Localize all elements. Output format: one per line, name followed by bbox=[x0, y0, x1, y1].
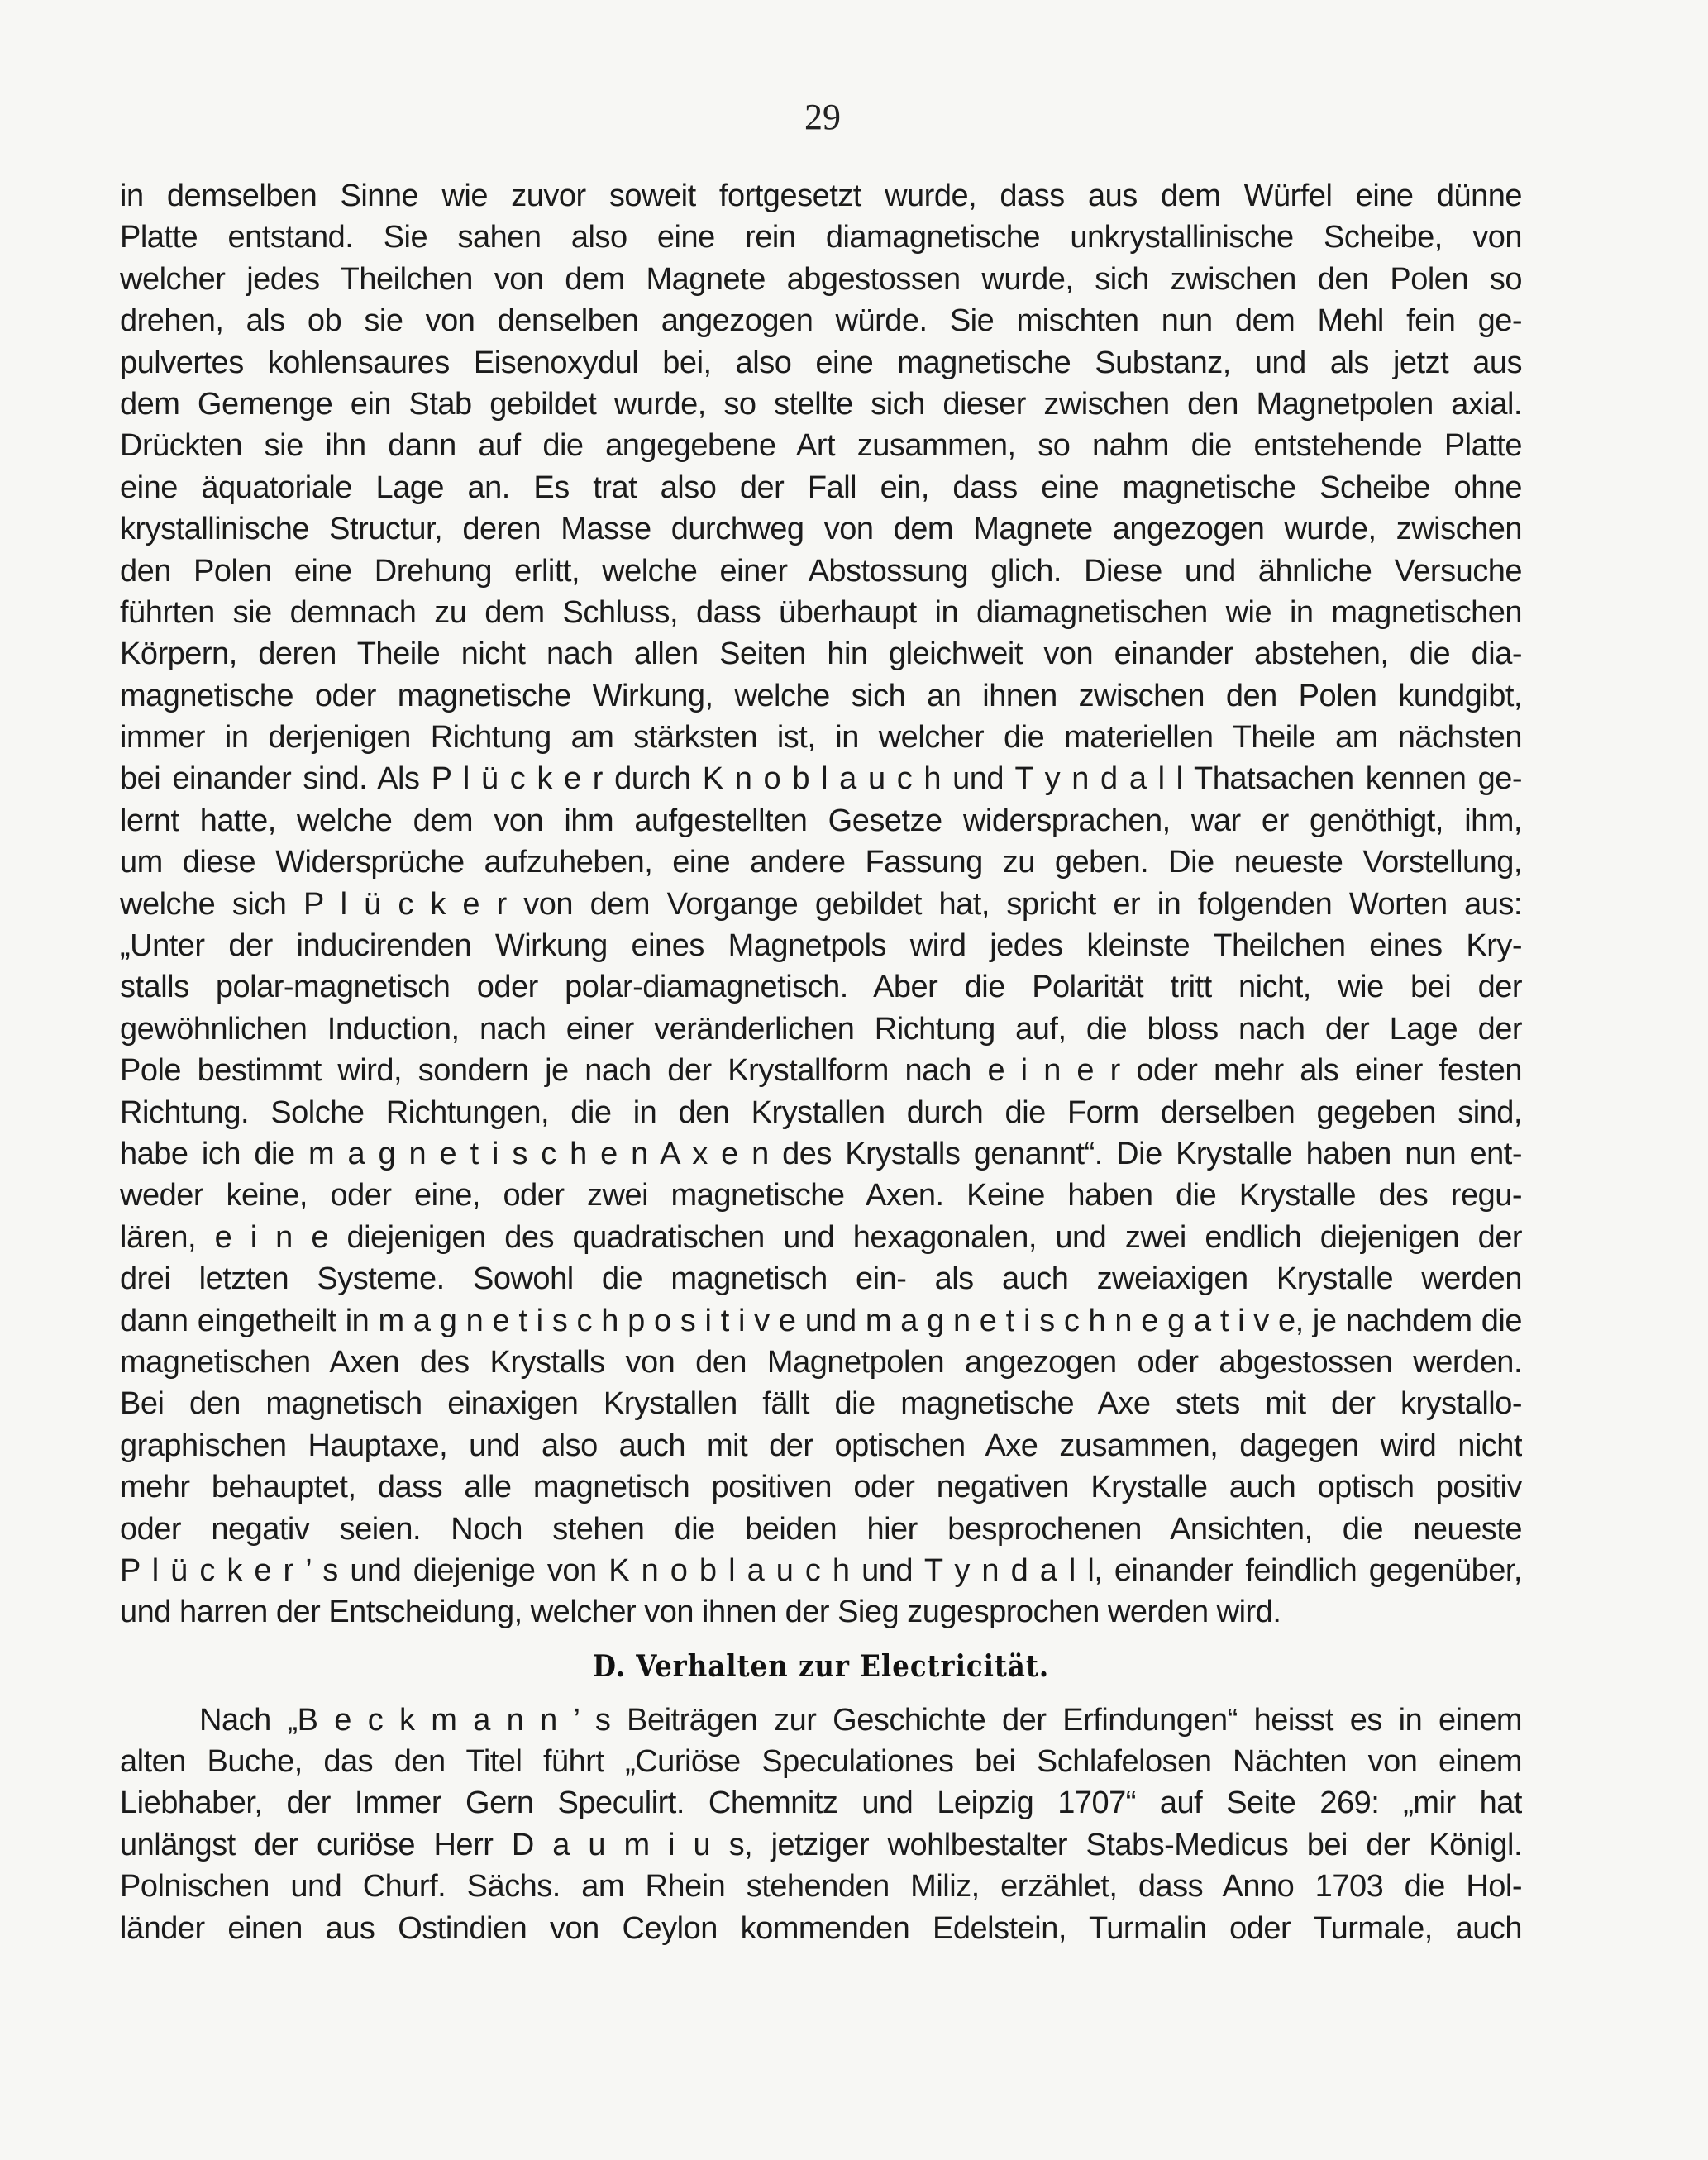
text-line: Richtung. Solche Richtungen, die in den Krystallen durch die Form derselben gegeben sind, bbox=[120, 1094, 1522, 1130]
text-line: dann eingetheilt in m a g n e t i s c h p o s i t i v e und m a g n e t i s c h n e g a t i v e, je nachdem die bbox=[120, 1303, 1522, 1338]
text-line: Körpern, deren Theile nicht nach allen Seiten hin gleichweit von einander abstehen, die dia- bbox=[120, 637, 1522, 672]
text-line: Pole bestimmt wird, sondern je nach der Krystallform nach e i n e r oder mehr als einer festen bbox=[120, 1053, 1522, 1089]
text-line: bei einander sind. Als P l ü c k e r durch K n o b l a u c h und T y n d a l l Thatsachen kennen ge- bbox=[120, 761, 1522, 797]
text-line: magnetische oder magnetische Wirkung, welche sich an ihnen zwischen den Polen kundgibt, bbox=[120, 678, 1522, 713]
text-line: alten Buche, das den Titel führt „Curiöse Speculationes bei Schlafelosen Nächten von einem bbox=[120, 1744, 1522, 1780]
page-number: 29 bbox=[804, 97, 841, 137]
text-line: gewöhnlichen Induction, nach einer veränderlichen Richtung auf, die bloss nach der Lage der bbox=[120, 1011, 1522, 1047]
text-line: oder negativ seien. Noch stehen die beiden hier besprochenen Ansichten, die neueste bbox=[120, 1511, 1522, 1547]
text-line: führten sie demnach zu dem Schluss, dass überhaupt in diamagnetischen wie in magnetischen bbox=[120, 594, 1522, 630]
text-line: mehr behauptet, dass alle magnetisch positiven oder negativen Krystalle auch optisch positiv bbox=[120, 1470, 1522, 1505]
text-line: welche sich P l ü c k e r von dem Vorgange gebildet hat, spricht er in folgenden Worten aus: bbox=[120, 886, 1522, 922]
text-line: „Unter der inducirenden Wirkung eines Magnetpols wird jedes kleinste Theilchen eines Kry- bbox=[120, 928, 1522, 964]
text-line: krystallinische Structur, deren Masse durchweg von dem Magnete angezogen wurde, zwischen bbox=[120, 512, 1522, 547]
text-line: Drückten sie ihn dann auf die angegebene Art zusammen, so nahm die entstehende Platte bbox=[120, 428, 1522, 464]
text-line: lernt hatte, welche dem von ihm aufgestellten Gesetze widersprachen, war er genöthigt, ihm, bbox=[120, 803, 1522, 838]
text-line: um diese Widersprüche aufzuheben, eine andere Fassung zu geben. Die neueste Vorstellung, bbox=[120, 845, 1522, 880]
text-line: welcher jedes Theilchen von dem Magnete abgestossen wurde, sich zwischen den Polen so bbox=[120, 261, 1522, 297]
paragraph-magnetism bbox=[120, 175, 1522, 1633]
text-line: länder einen aus Ostindien von Ceylon kommenden Edelstein, Turmalin oder Turmale, auch bbox=[120, 1910, 1522, 1946]
text-line: Liebhaber, der Immer Gern Speculirt. Chemnitz und Leipzig 1707“ auf Seite 269: „mir hat bbox=[120, 1786, 1522, 1821]
text-line: habe ich die m a g n e t i s c h e n A x e n des Krystalls genannt“. Die Krystalle haben nun ent- bbox=[120, 1136, 1522, 1171]
text-line: Nach „B e c k m a n n ’ s Beiträgen zur Geschichte der Erfindungen“ heisst es in einem bbox=[199, 1702, 1522, 1738]
text-line: P l ü c k e r ’ s und diejenige von K n o b l a u c h und T y n d a l l, einander feindlich gegenüber, bbox=[120, 1552, 1522, 1588]
text-line: Polnischen und Churf. Sächs. am Rhein stehenden Miliz, erzählet, dass Anno 1703 die Hol- bbox=[120, 1869, 1522, 1905]
text-line: drei letzten Systeme. Sowohl die magnetisch ein- als auch zweiaxigen Krystalle werden bbox=[120, 1261, 1522, 1297]
text-line: eine äquatoriale Lage an. Es trat also der Fall ein, dass eine magnetische Scheibe ohne bbox=[120, 470, 1522, 505]
text-line: unlängst der curiöse Herr D a u m i u s, jetziger wohlbestalter Stabs-Medicus bei der Königl. bbox=[120, 1827, 1522, 1862]
text-line: pulvertes kohlensaures Eisenoxydul bei, also eine magnetische Substanz, und als jetzt aus bbox=[120, 345, 1522, 380]
text-line: magnetischen Axen des Krystalls von den Magnetpolen angezogen oder abgestossen werden. bbox=[120, 1344, 1522, 1380]
section-heading: D. Verhalten zur Electricität. bbox=[592, 1648, 1050, 1684]
text-line: immer in derjenigen Richtung am stärksten ist, in welcher die materiellen Theile am nächsten bbox=[120, 720, 1522, 756]
text-line: drehen, als ob sie von denselben angezogen würde. Sie mischten nun dem Mehl fein ge- bbox=[120, 303, 1522, 339]
text-line: dem Gemenge ein Stab gebildet wurde, so stellte sich dieser zwischen den Magnetpolen axial. bbox=[120, 386, 1522, 422]
text-line: und harren der Entscheidung, welcher von ihnen der Sieg zugesprochen werden wird. bbox=[120, 1595, 1281, 1630]
text-line: Platte entstand. Sie sahen also eine rein diamagnetische unkrystallinische Scheibe, von bbox=[120, 220, 1522, 255]
text-line: stalls polar-magnetisch oder polar-diamagnetisch. Aber die Polarität tritt nicht, wie bei der bbox=[120, 970, 1522, 1005]
text-line: in demselben Sinne wie zuvor soweit fortgesetzt wurde, dass aus dem Würfel eine dünne bbox=[120, 179, 1522, 213]
text-line: graphischen Hauptaxe, und also auch mit der optischen Axe zusammen, dagegen wird nicht bbox=[120, 1428, 1522, 1463]
body-text bbox=[120, 175, 1522, 1949]
text-line: den Polen eine Drehung erlitt, welche einer Abstossung glich. Diese und ähnliche Versuche bbox=[120, 553, 1522, 589]
text-line: lären, e i n e diejenigen des quadratischen und hexagonalen, und zwei endlich diejenigen der bbox=[120, 1219, 1522, 1255]
text-line: Bei den magnetisch einaxigen Krystallen fällt die magnetische Axe stets mit der krystallo- bbox=[120, 1386, 1522, 1422]
text-line: weder keine, oder eine, oder zwei magnetische Axen. Keine haben die Krystalle des regu- bbox=[120, 1178, 1522, 1214]
paragraph-electricity bbox=[120, 1700, 1522, 1949]
